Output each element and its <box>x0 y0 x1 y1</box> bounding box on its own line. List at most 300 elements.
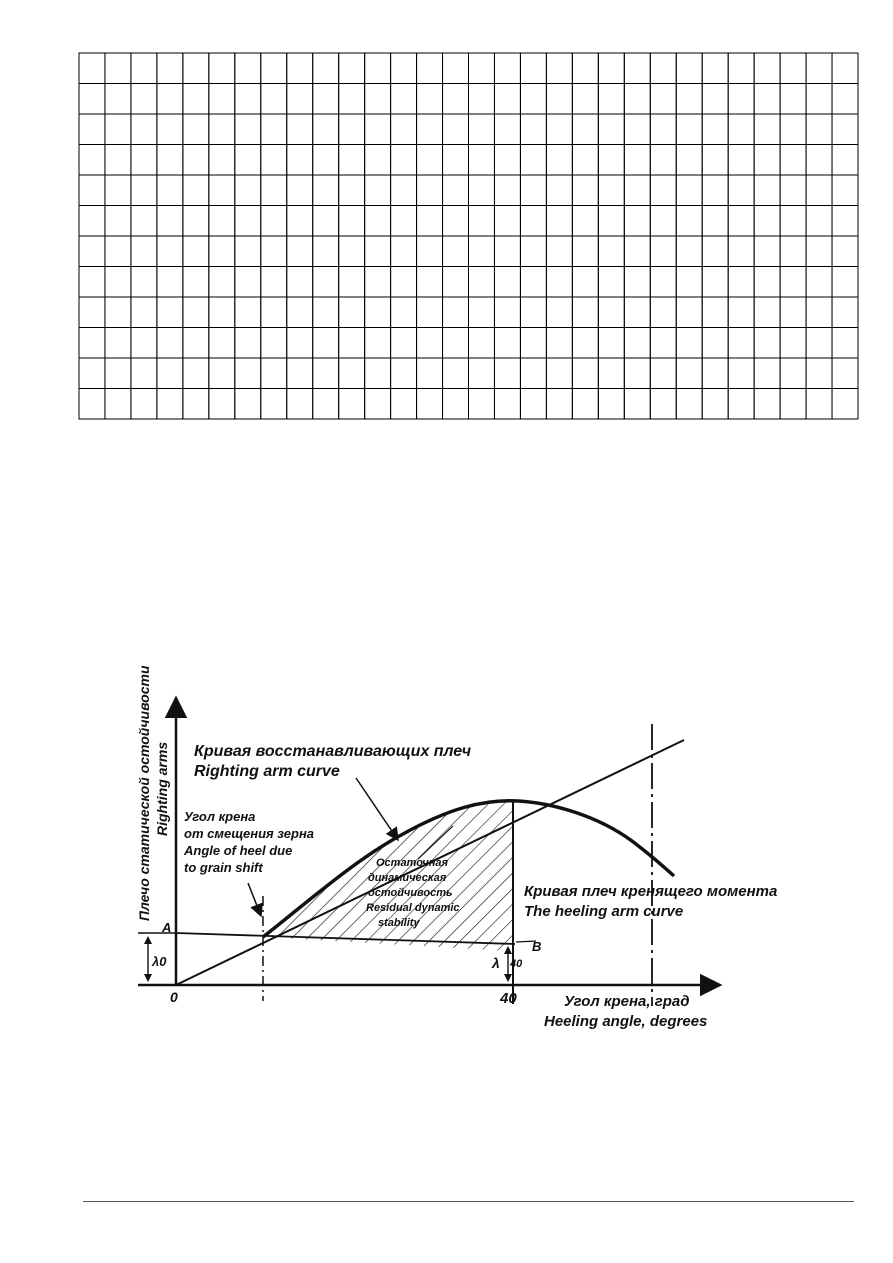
grid-cell <box>469 267 495 298</box>
grid-cell <box>546 114 572 145</box>
grid-cell <box>183 145 209 176</box>
grid-cell <box>183 53 209 84</box>
grid-cell <box>209 84 235 115</box>
grid-cell <box>494 206 520 237</box>
grid-cell <box>520 358 546 389</box>
grid-cell <box>287 328 313 359</box>
grid-cell <box>417 297 443 328</box>
grid-cell <box>832 53 858 84</box>
grid-cell <box>702 84 728 115</box>
grid-cell <box>105 175 131 206</box>
grid-cell <box>209 53 235 84</box>
grid-cell <box>443 297 469 328</box>
grid-cell <box>728 145 754 176</box>
grid-cell <box>157 297 183 328</box>
grid-cell <box>494 389 520 420</box>
righting-label-leader <box>356 778 398 840</box>
grid-cell <box>79 297 105 328</box>
grid-cell <box>806 175 832 206</box>
grid-cell <box>391 206 417 237</box>
grid-cell <box>339 53 365 84</box>
grid-cell <box>261 84 287 115</box>
grid-cell <box>806 145 832 176</box>
grid-cell <box>572 206 598 237</box>
grid-cell <box>494 297 520 328</box>
grid-cell <box>546 175 572 206</box>
grid-cell <box>520 145 546 176</box>
grid-cell <box>780 236 806 267</box>
grid-cell <box>572 145 598 176</box>
grid-cell <box>79 206 105 237</box>
grid-cell <box>131 236 157 267</box>
grid-cell <box>754 267 780 298</box>
grid-cell <box>443 175 469 206</box>
grid-cell <box>650 328 676 359</box>
grid-cell <box>676 358 702 389</box>
grid-cell <box>235 389 261 420</box>
grid-cell <box>105 267 131 298</box>
grid-cell <box>339 114 365 145</box>
grid-cell <box>598 389 624 420</box>
grid-cell <box>261 328 287 359</box>
grid-cell <box>365 267 391 298</box>
grid-cell <box>235 297 261 328</box>
grid-cell <box>780 175 806 206</box>
grid-cell <box>780 358 806 389</box>
grid-cell <box>702 389 728 420</box>
grid-cell <box>754 114 780 145</box>
grid-cell <box>209 175 235 206</box>
grid-cell <box>806 84 832 115</box>
grid-cell <box>494 114 520 145</box>
grid-cell <box>365 297 391 328</box>
grid-cell <box>209 358 235 389</box>
grid-cell <box>131 114 157 145</box>
grid-cell <box>624 145 650 176</box>
grid-cell <box>183 267 209 298</box>
grid-cell <box>287 114 313 145</box>
grid-cell <box>287 267 313 298</box>
grid-cell <box>546 145 572 176</box>
grid-cell <box>391 297 417 328</box>
grid-cell <box>754 175 780 206</box>
grid-cell <box>520 328 546 359</box>
grid-cell <box>546 206 572 237</box>
grid-cell <box>235 145 261 176</box>
grid-cell <box>676 175 702 206</box>
grid-cell <box>209 328 235 359</box>
grid-cell <box>832 389 858 420</box>
blank-grid-table <box>78 52 859 420</box>
grid-cell <box>546 236 572 267</box>
grid-cell <box>235 267 261 298</box>
grid-cell <box>650 236 676 267</box>
grid-cell <box>754 84 780 115</box>
grid-cell <box>183 297 209 328</box>
grid-cell <box>313 236 339 267</box>
grid-cell <box>79 145 105 176</box>
grid-cell <box>391 389 417 420</box>
grid-cell <box>365 358 391 389</box>
grid-cell <box>183 84 209 115</box>
grid-cell <box>806 236 832 267</box>
grid-cell <box>728 267 754 298</box>
grid-cell <box>546 389 572 420</box>
grid-cell <box>728 84 754 115</box>
grid-cell <box>780 53 806 84</box>
grid-cell <box>391 114 417 145</box>
footer-rule <box>83 1201 854 1202</box>
grid-cell <box>494 358 520 389</box>
grid-cell <box>624 328 650 359</box>
grid-cell <box>339 84 365 115</box>
grid-cell <box>209 236 235 267</box>
grid-cell <box>313 53 339 84</box>
grid-cell <box>650 358 676 389</box>
grid-cell <box>313 84 339 115</box>
righting-curve-label-ru: Кривая восстанавливающих плеч <box>194 743 472 760</box>
grid-cell <box>183 389 209 420</box>
grid-cell <box>780 267 806 298</box>
grid-cell <box>624 267 650 298</box>
grid-cell <box>365 328 391 359</box>
grid-cell <box>520 84 546 115</box>
grid-cell <box>287 389 313 420</box>
grid-cell <box>832 84 858 115</box>
origin-label: 0 <box>170 989 178 1005</box>
grid-cell <box>650 53 676 84</box>
grid-cell <box>365 114 391 145</box>
grid-cell <box>79 389 105 420</box>
x-axis-label-en: Heeling angle, degrees <box>544 1013 708 1030</box>
grid-cell <box>702 53 728 84</box>
grid-cell <box>702 114 728 145</box>
grid-cell <box>520 389 546 420</box>
grid-cell <box>313 358 339 389</box>
grid-cell <box>339 389 365 420</box>
grid-cell <box>391 84 417 115</box>
grid-cell <box>183 206 209 237</box>
grid-cell <box>157 389 183 420</box>
grid-cell <box>780 206 806 237</box>
grid-cell <box>131 389 157 420</box>
grid-cell <box>235 175 261 206</box>
grid-cell <box>676 328 702 359</box>
grid-cell <box>209 145 235 176</box>
grid-cell <box>157 84 183 115</box>
grid-cell <box>598 328 624 359</box>
grid-cell <box>728 297 754 328</box>
grid-cell <box>261 267 287 298</box>
grid-cell <box>209 206 235 237</box>
grid-cell <box>105 53 131 84</box>
residual-label-en-2: stability <box>378 917 420 929</box>
stability-diagram <box>118 665 778 1056</box>
grid-cell <box>494 328 520 359</box>
grid-cell <box>520 236 546 267</box>
grid-cell <box>624 114 650 145</box>
grid-cell <box>443 328 469 359</box>
grid-cell <box>105 236 131 267</box>
grid-cell <box>572 267 598 298</box>
y-axis-label-en: Righting arms <box>154 741 170 836</box>
grid-cell <box>313 145 339 176</box>
grid-cell <box>754 297 780 328</box>
grid-cell <box>235 328 261 359</box>
grid-cell <box>417 236 443 267</box>
grid-cell <box>832 358 858 389</box>
grid-cell <box>494 145 520 176</box>
grain-angle-label-en-1: Angle of heel due <box>184 843 293 858</box>
residual-label-ru-3: остойчивость <box>368 887 453 899</box>
grid-cell <box>105 145 131 176</box>
grid-cell <box>754 206 780 237</box>
grid-cell <box>105 84 131 115</box>
grid-cell <box>598 114 624 145</box>
grid-cell <box>598 206 624 237</box>
lambda40-symbol: λ <box>492 955 500 971</box>
grid-cell <box>131 267 157 298</box>
grid-cell <box>469 175 495 206</box>
grid-cell <box>365 389 391 420</box>
grid-cell <box>598 358 624 389</box>
grid-cell <box>650 297 676 328</box>
grid-cell <box>157 328 183 359</box>
grid-cell <box>183 175 209 206</box>
grid-cell <box>339 236 365 267</box>
grid-cell <box>79 114 105 145</box>
x-axis-label-ru: Угол крена, град <box>564 993 690 1010</box>
grid-cell <box>624 389 650 420</box>
grid-cell <box>261 297 287 328</box>
grid-cell <box>469 84 495 115</box>
grid-cell <box>287 297 313 328</box>
grid-cell <box>79 53 105 84</box>
grid-cell <box>624 206 650 237</box>
grid-cell <box>313 175 339 206</box>
grid-cell <box>287 358 313 389</box>
lambda0-arrow-up <box>144 936 152 944</box>
grid-cell <box>469 389 495 420</box>
grid-cell <box>417 358 443 389</box>
lambda40-subscript: 40 <box>510 958 523 970</box>
point-b-label: B <box>532 939 542 954</box>
grid-cell <box>131 145 157 176</box>
grid-cell <box>728 389 754 420</box>
grid-cell <box>235 358 261 389</box>
grid-cell <box>417 145 443 176</box>
grid-cell <box>261 358 287 389</box>
grid-cell <box>546 328 572 359</box>
grid-cell <box>443 206 469 237</box>
grid-cell <box>702 206 728 237</box>
grid-cell <box>79 358 105 389</box>
grid-cell <box>806 267 832 298</box>
grid-cell <box>261 145 287 176</box>
grid-cell <box>157 53 183 84</box>
grid-cell <box>806 328 832 359</box>
grid-cell <box>676 84 702 115</box>
grid-cell <box>469 297 495 328</box>
grid-cell <box>157 358 183 389</box>
grid-cell <box>131 206 157 237</box>
grid-cell <box>209 297 235 328</box>
grid-cell <box>443 145 469 176</box>
grid-cell <box>598 267 624 298</box>
grid-cell <box>417 267 443 298</box>
grid-cell <box>469 328 495 359</box>
residual-label-ru-1: Остаточная <box>376 857 449 869</box>
grid-cell <box>365 175 391 206</box>
grid-cell <box>287 145 313 176</box>
grid-cell <box>728 328 754 359</box>
grid-cell <box>676 267 702 298</box>
grid-cell <box>287 175 313 206</box>
grid-cell <box>313 328 339 359</box>
grid-cell <box>520 206 546 237</box>
grid-cell <box>702 145 728 176</box>
grid-cell <box>157 175 183 206</box>
grid-cell <box>131 358 157 389</box>
grid-cell <box>79 236 105 267</box>
grid-cell <box>313 267 339 298</box>
grid-cell <box>157 206 183 237</box>
grid-cell <box>702 236 728 267</box>
grid-cell <box>235 53 261 84</box>
residual-label-ru-2: динамическая <box>368 872 447 884</box>
grid-cell <box>443 389 469 420</box>
grid-cell <box>105 389 131 420</box>
grid-cell <box>572 358 598 389</box>
grid-cell <box>676 145 702 176</box>
x-tick-40: 40 <box>500 990 517 1007</box>
grid-cell <box>391 328 417 359</box>
grid-cell <box>520 175 546 206</box>
grid-cell <box>728 358 754 389</box>
grid-cell <box>624 175 650 206</box>
grid-cell <box>417 53 443 84</box>
grid-cell <box>105 328 131 359</box>
grid-cell <box>339 328 365 359</box>
grid-cell <box>832 175 858 206</box>
grid-cell <box>598 236 624 267</box>
grid-cell <box>365 206 391 237</box>
grid-cell <box>728 114 754 145</box>
point-a-label: A <box>162 920 172 935</box>
grid-cell <box>417 206 443 237</box>
grid-cell <box>391 236 417 267</box>
grid-cell <box>754 328 780 359</box>
grid-cell <box>520 267 546 298</box>
grid-cell <box>261 114 287 145</box>
grid-cell <box>728 53 754 84</box>
grid-cell <box>806 389 832 420</box>
grid-cell <box>365 53 391 84</box>
grid-cell <box>235 236 261 267</box>
residual-label-en-1: Residual dynamic <box>366 902 460 914</box>
grid-cell <box>546 84 572 115</box>
grid-cell <box>780 84 806 115</box>
grid-cell <box>494 53 520 84</box>
grid-cell <box>520 297 546 328</box>
grid-cell <box>261 53 287 84</box>
grid-cell <box>157 236 183 267</box>
grid-cell <box>235 84 261 115</box>
grid-cell <box>183 236 209 267</box>
grid-cell <box>391 53 417 84</box>
grid-cell <box>702 297 728 328</box>
grid-cell <box>546 267 572 298</box>
grid-cell <box>546 358 572 389</box>
grid-cell <box>157 145 183 176</box>
grid-cell <box>624 358 650 389</box>
grid-cell <box>365 84 391 115</box>
grid-cell <box>546 297 572 328</box>
grid-cell <box>754 53 780 84</box>
grain-angle-label-en-2: to grain shift <box>184 860 263 875</box>
grid-cell <box>728 175 754 206</box>
grid-cell <box>287 84 313 115</box>
grid-cell <box>339 267 365 298</box>
grid-cell <box>780 114 806 145</box>
grid-cell <box>339 175 365 206</box>
grid-cell <box>417 84 443 115</box>
grid-cell <box>417 175 443 206</box>
grain-angle-label-ru-2: от смещения зерна <box>184 826 315 841</box>
grid-cell <box>209 267 235 298</box>
grid-cell <box>754 145 780 176</box>
grid-cell <box>598 84 624 115</box>
grid-cell <box>131 175 157 206</box>
heeling-curve-label-en: The heeling arm curve <box>524 903 684 920</box>
grid-cell <box>780 389 806 420</box>
grid-cell <box>235 206 261 237</box>
grid-cell <box>676 236 702 267</box>
lambda0-arrow-down <box>144 974 152 982</box>
grid-cell <box>469 114 495 145</box>
grid-cell <box>572 114 598 145</box>
grid-cell <box>313 389 339 420</box>
grid-cell <box>417 328 443 359</box>
grid-cell <box>287 236 313 267</box>
grid-cell <box>494 175 520 206</box>
grid-cell <box>339 206 365 237</box>
grid-cell <box>832 145 858 176</box>
grid-cell <box>598 145 624 176</box>
grid-cell <box>650 206 676 237</box>
grid-cell <box>339 145 365 176</box>
grid-cell <box>443 84 469 115</box>
grid-cell <box>702 175 728 206</box>
grid-cell <box>339 358 365 389</box>
grain-angle-label-ru-1: Угол крена <box>184 809 256 824</box>
grid-cell <box>417 389 443 420</box>
grid-cell <box>261 389 287 420</box>
grid-cell <box>261 236 287 267</box>
grid-cell <box>131 53 157 84</box>
grid-cell <box>79 175 105 206</box>
grid-cell <box>624 236 650 267</box>
grid-cell <box>598 297 624 328</box>
grid-cell <box>157 114 183 145</box>
grid-cell <box>469 236 495 267</box>
grid-cell <box>443 53 469 84</box>
grid-cell <box>443 236 469 267</box>
grid-cell <box>79 328 105 359</box>
grid-cell <box>105 358 131 389</box>
grid-cell <box>806 53 832 84</box>
grid-cell <box>780 297 806 328</box>
